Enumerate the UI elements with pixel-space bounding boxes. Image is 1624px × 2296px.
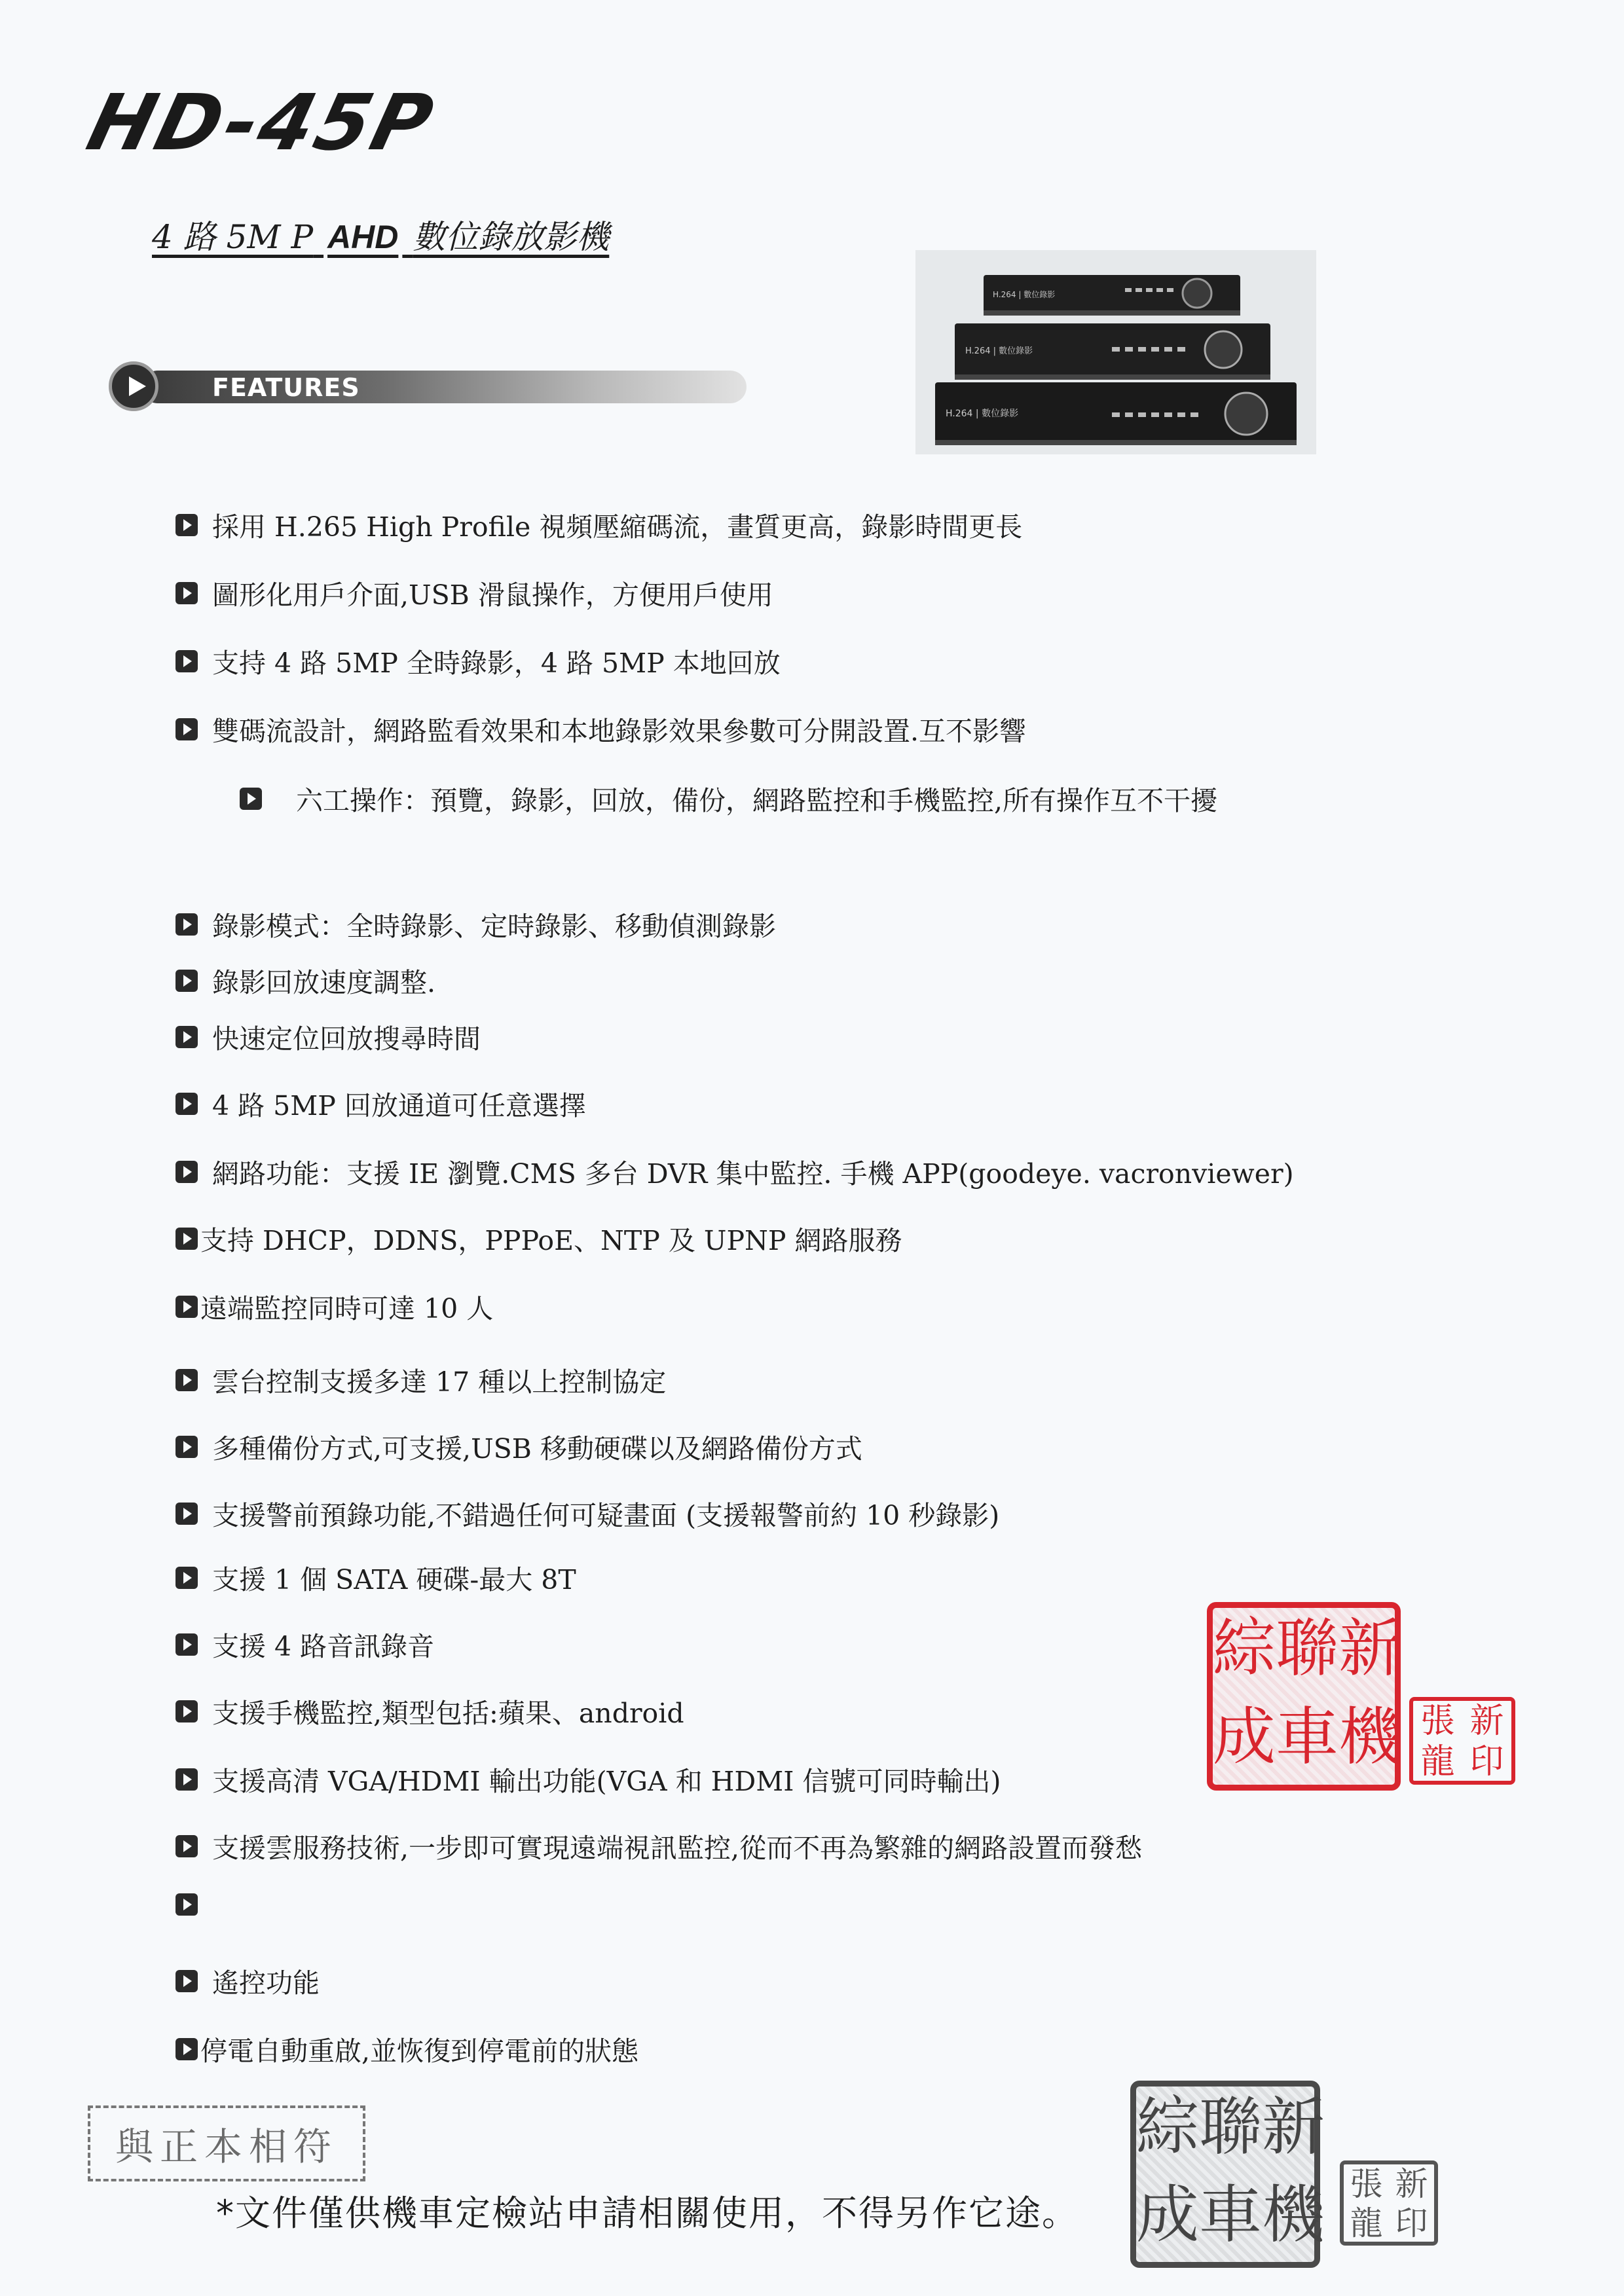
list-item: [175, 2030, 638, 2068]
arrow-bullet-icon: [175, 1161, 198, 1183]
seal-char: 綜: [1213, 1612, 1276, 1685]
list-item: [175, 642, 781, 680]
arrow-bullet-icon: [175, 970, 198, 992]
arrow-bullet-icon: [175, 913, 198, 936]
list-item: [175, 1427, 862, 1466]
feature-text: 多種備份方式,可支援,USB 移動硬碟以及網路備份方式: [212, 1433, 862, 1465]
subtitle-channels: 4 路 5M P: [152, 218, 314, 256]
arrow-bullet-icon: [175, 1633, 198, 1656]
seal-char: 成: [1136, 2178, 1199, 2251]
seal-char: 成: [1213, 1700, 1276, 1774]
arrow-bullet-icon: [175, 514, 198, 536]
arrow-bullet-icon: [175, 1503, 198, 1525]
list-item: [175, 505, 1022, 544]
list-item: [175, 1558, 576, 1597]
seal-char: 機: [1338, 1700, 1401, 1774]
list-item: [175, 1692, 684, 1730]
feature-text: 支援高清 VGA/HDMI 輸出功能(VGA 和 HDMI 信號可同時輸出): [212, 1766, 1001, 1797]
arrow-bullet-icon: [240, 788, 262, 810]
list-item: [175, 1827, 1142, 1865]
list-item: [175, 1893, 212, 1916]
feature-text: 遙控功能: [212, 1967, 320, 1999]
list-item: [175, 1625, 434, 1664]
list-item: [175, 905, 776, 943]
dvr-unit-label-1: H.264 | 數位錄影: [993, 290, 1056, 299]
list-item: [175, 1360, 666, 1399]
dvr-unit-label-2: H.264 | 數位錄影: [965, 346, 1033, 356]
seal-char: 新: [1338, 1612, 1401, 1685]
arrow-bullet-icon: [175, 650, 198, 672]
seal-char: 新: [1262, 2090, 1325, 2164]
arrow-bullet-icon: [175, 1296, 198, 1318]
seal-char: 張: [1350, 2165, 1383, 2203]
product-subtitle: [152, 211, 609, 258]
feature-text: 雙碼流設計，網路監看效果和本地錄影效果參數可分開設置.互不影響: [212, 716, 1027, 747]
arrow-bullet-icon: [175, 1700, 198, 1722]
seal-char: 綜: [1136, 2090, 1199, 2164]
features-label: FEATURES: [212, 373, 360, 402]
list-item: [175, 710, 1026, 748]
seal-char: 龍: [1350, 2204, 1383, 2242]
feature-text: 快速定位回放搜尋時間: [212, 1023, 481, 1055]
seal-char: 機: [1262, 2178, 1325, 2251]
list-item: [175, 1760, 1001, 1798]
feature-text: 遠端監控同時可達 10 人: [200, 1293, 494, 1324]
arrow-bullet-icon: [175, 1093, 198, 1115]
list-item: [175, 574, 773, 612]
subtitle-ahd: AHD: [327, 219, 399, 255]
feature-text: 支援 4 路音訊錄音: [212, 1631, 435, 1662]
seal-char: 車: [1276, 1700, 1338, 1774]
feature-text: 採用 H.265 High Profile 視頻壓縮碼流，畫質更高，錄影時間更長: [212, 511, 1023, 543]
arrow-bullet-icon: [175, 2038, 198, 2060]
list-item: [240, 779, 1217, 818]
feature-text: 支援警前預錄功能,不錯過任何可疑畫面 (支援報警前約 10 秒錄影): [212, 1500, 1000, 1531]
company-seal-red: [1207, 1602, 1401, 1791]
feature-text: 網路功能：支援 IE 瀏覽.CMS 多台 DVR 集中監控. 手機 APP(goodeye. vacronviewer): [212, 1158, 1294, 1190]
seal-char: 張: [1420, 1702, 1455, 1741]
list-item: [175, 1494, 999, 1533]
product-photo: [915, 250, 1316, 454]
arrow-bullet-icon: [175, 1369, 198, 1391]
certified-copy-stamp: 與正本相符: [88, 2105, 365, 2181]
arrow-bullet-icon: [175, 1970, 198, 1992]
list-item: [175, 1017, 481, 1056]
model-title: HD-45P: [79, 77, 444, 168]
seal-char: 印: [1469, 1742, 1504, 1782]
feature-text: 錄影模式：全時錄影、定時錄影、移動偵測錄影: [212, 911, 776, 942]
list-item: [175, 1084, 586, 1123]
feature-text: 支援手機監控,類型包括:蘋果、android: [212, 1698, 684, 1729]
list-item: [175, 1287, 493, 1326]
personal-seal-red: [1409, 1697, 1515, 1785]
feature-text: 錄影回放速度調整.: [212, 967, 436, 998]
seal-char: 龍: [1420, 1742, 1455, 1782]
arrow-bullet-icon: [175, 1026, 198, 1048]
arrow-bullet-icon: [175, 1436, 198, 1458]
arrow-bullet-icon: [175, 582, 198, 604]
feature-text: 支援 1 個 SATA 硬碟-最大 8T: [212, 1564, 576, 1595]
arrow-bullet-icon: [175, 1567, 198, 1589]
seal-char: 印: [1395, 2204, 1428, 2242]
seal-char: 車: [1199, 2178, 1262, 2251]
company-seal-gray: [1130, 2081, 1325, 2268]
seal-char: 新: [1469, 1702, 1504, 1741]
feature-text: 4 路 5MP 回放通道可任意選擇: [212, 1090, 586, 1121]
dvr-units-illustration: [915, 250, 1316, 454]
footer-note: *文件僅供機車定檢站申請相關使用，不得另作它途。: [216, 2193, 1079, 2234]
personal-seal-gray: [1340, 2160, 1438, 2246]
arrow-bullet-icon: [175, 1835, 198, 1857]
arrow-bullet-icon: [175, 718, 198, 740]
arrow-bullet-icon: [175, 1768, 198, 1791]
feature-text: 停電自動重啟,並恢復到停電前的狀態: [200, 2035, 639, 2067]
feature-text: 六工操作：預覽，錄影，回放，備份，網路監控和手機監控,所有操作互不干擾: [296, 785, 1218, 816]
subtitle-product-type: 數位錄放影機: [413, 218, 610, 256]
feature-text: 支持 DHCP，DDNS，PPPoE、NTP 及 UPNP 網路服務: [200, 1225, 902, 1256]
feature-text: 雲台控制支援多達 17 種以上控制協定: [212, 1366, 667, 1398]
list-item: [175, 1961, 320, 2000]
list-item: [175, 1219, 902, 1258]
seal-char: 新: [1395, 2165, 1428, 2203]
arrow-bullet-icon: [175, 1228, 198, 1250]
features-heading: [109, 361, 749, 411]
seal-char: 聯: [1199, 2090, 1262, 2164]
feature-text: 圖形化用戶介面,USB 滑鼠操作，方便用戶使用: [212, 579, 773, 611]
dvr-unit-label-3: H.264 | 數位錄影: [946, 409, 1019, 419]
arrow-bullet-icon: [175, 1893, 198, 1916]
feature-text: 支援雲服務技術,一步即可實現遠端視訊監控,從而不再為繁雜的網路設置而發愁: [212, 1832, 1143, 1864]
play-icon: [109, 361, 158, 411]
list-item: [175, 961, 435, 1000]
feature-text: 支持 4 路 5MP 全時錄影，4 路 5MP 本地回放: [212, 647, 781, 679]
list-item: [175, 1152, 1294, 1191]
seal-char: 聯: [1276, 1612, 1338, 1685]
